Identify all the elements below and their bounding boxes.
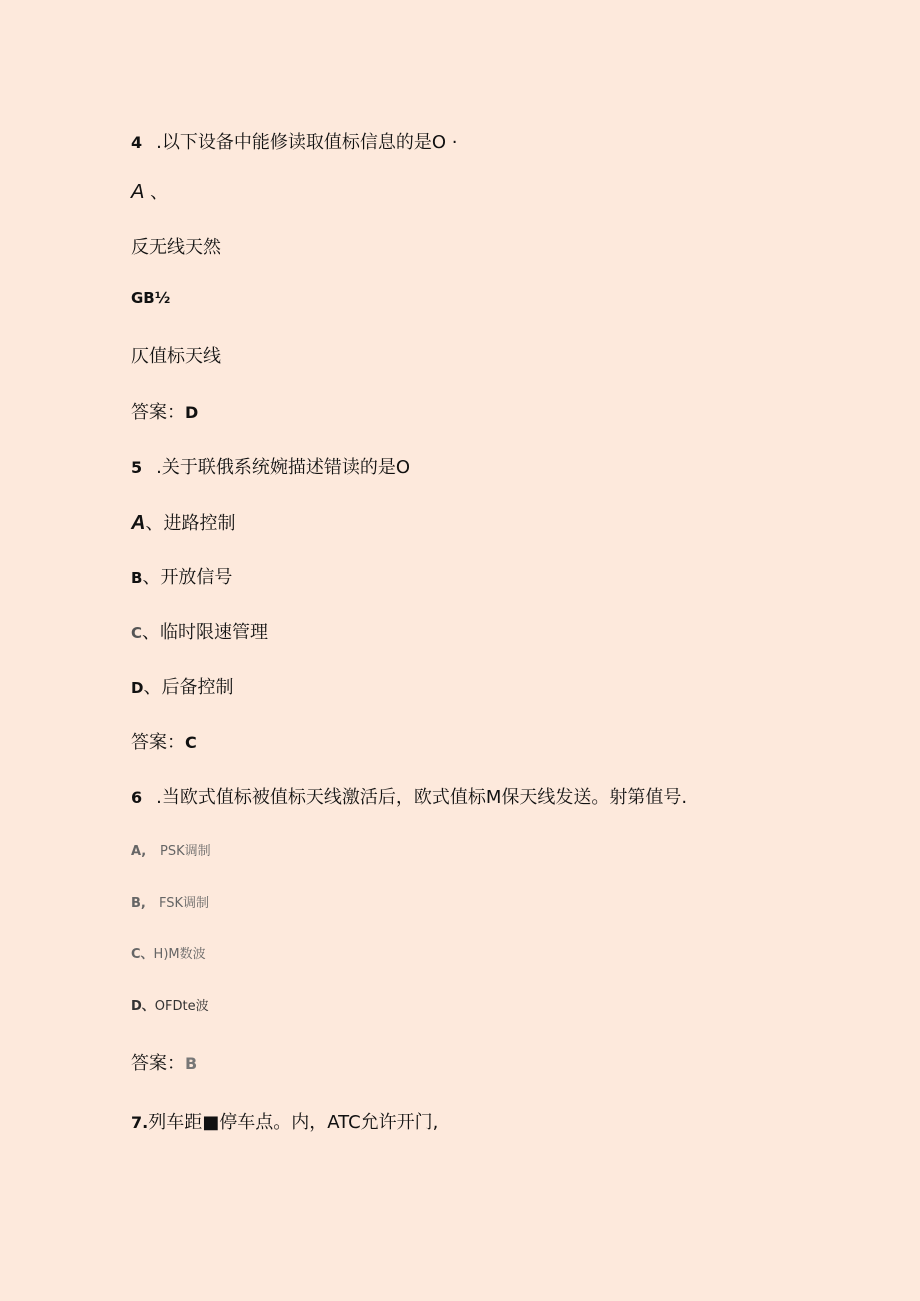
option-separator: 、	[145, 513, 164, 534]
option-letter: A	[131, 181, 145, 203]
answer-label: 答案：	[131, 402, 185, 423]
answer-value: D	[185, 403, 199, 422]
option-text: 开放信号	[160, 567, 233, 588]
question-text: .当欧式值标被值标天线激活后，欧式值标M保天线发送。射第值号.	[156, 787, 688, 808]
option-text: 后备控制	[161, 677, 234, 698]
option-letter: D、	[131, 999, 155, 1014]
option-letter: B,	[131, 896, 146, 911]
option-a	[131, 513, 235, 533]
option-letter: A,	[131, 844, 147, 859]
answer-value: B	[185, 1054, 198, 1073]
option-text: 进路控制	[163, 513, 236, 534]
option-b	[131, 897, 209, 910]
option-letter: D	[131, 679, 144, 697]
option-text: 反无线天然	[131, 237, 221, 258]
answer-value: C	[185, 733, 197, 752]
option-text: H)M数波	[153, 947, 206, 962]
option-letter: C、	[131, 947, 154, 962]
option-letter: C	[131, 624, 143, 642]
option-c	[131, 948, 206, 961]
option-text: 临时限速管理	[160, 622, 269, 643]
answer-4	[131, 404, 198, 422]
question-number: 4	[131, 133, 143, 152]
option-d	[131, 1000, 209, 1013]
question-6	[131, 789, 687, 807]
option-separator: 、	[143, 677, 162, 698]
option-letter: B	[131, 569, 143, 587]
question-4	[131, 134, 457, 152]
question-7	[131, 1114, 438, 1132]
answer-label: 答案：	[131, 732, 185, 753]
option-text: OFDte波	[154, 999, 209, 1014]
question-number: 7.	[131, 1113, 149, 1132]
option-d	[131, 679, 233, 697]
option-letter: A	[131, 512, 146, 534]
option-line	[131, 348, 221, 366]
question-5	[131, 459, 410, 477]
option-a	[131, 845, 211, 858]
answer-5	[131, 734, 197, 752]
option-line	[131, 239, 221, 257]
question-number: 5	[131, 458, 143, 477]
question-text: .以下设备中能修读取值标信息的是O ·	[156, 132, 458, 153]
option-line	[131, 291, 170, 306]
option-c	[131, 624, 268, 642]
option-text: GB½	[131, 289, 171, 307]
answer-label: 答案：	[131, 1053, 185, 1074]
option-separator: 、	[144, 182, 169, 203]
option-separator: 、	[142, 567, 161, 588]
question-text: .关于联俄系统婉描述错读的是O	[156, 457, 411, 478]
option-text: PSK调制	[160, 844, 211, 859]
answer-6	[131, 1055, 197, 1073]
option-a	[131, 182, 168, 202]
option-text: FSK调制	[159, 896, 210, 911]
option-separator: 、	[142, 622, 161, 643]
question-text: 列车距■停车点。内，ATC允许开门,	[148, 1112, 439, 1133]
question-number: 6	[131, 788, 143, 807]
option-b	[131, 569, 232, 587]
option-text: 仄值标天线	[131, 346, 221, 367]
